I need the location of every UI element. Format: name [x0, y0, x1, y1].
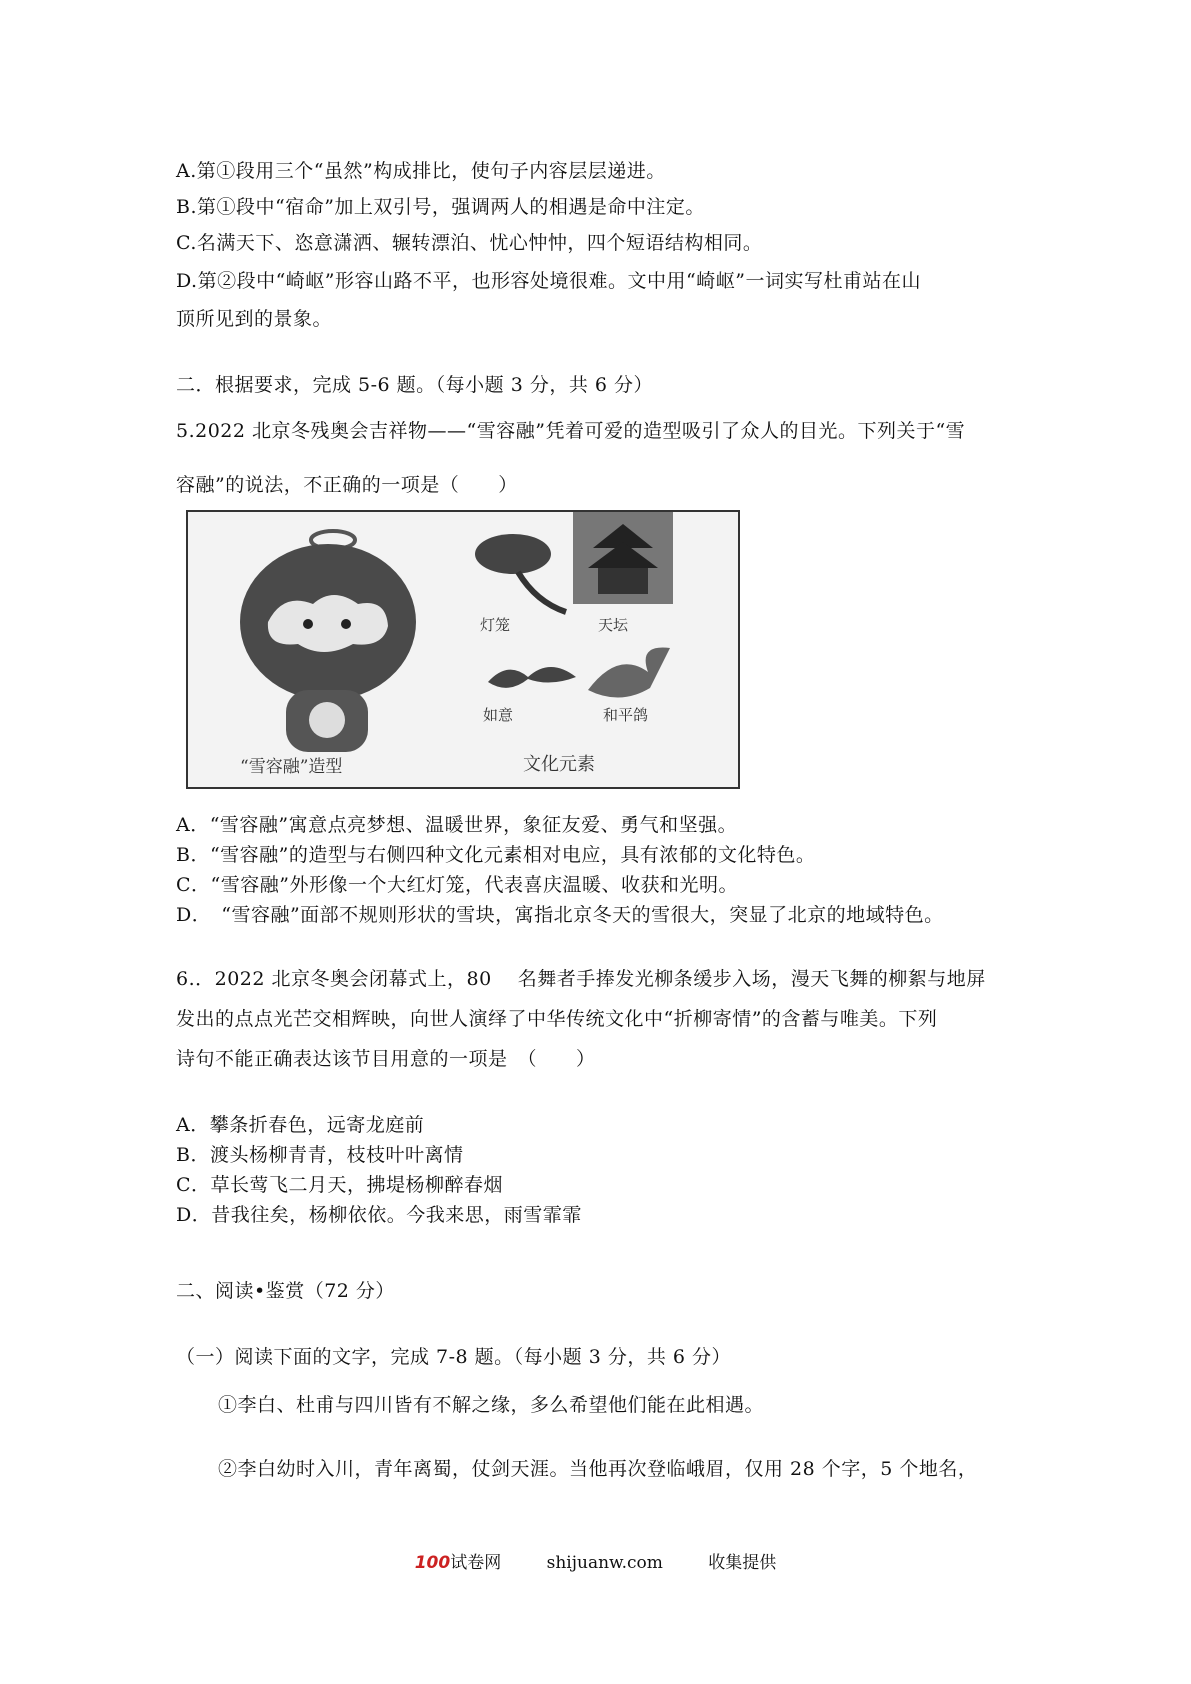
mascot-figure	[186, 510, 740, 789]
paragraph-2: ②李白幼时入川，青年离蜀，仗剑天涯。当他再次登临峨眉，仅用 28 个字，5 个地名，	[218, 1458, 978, 1480]
lantern-icon	[475, 534, 566, 612]
question-6-line3: 诗句不能正确表达该节目用意的一项是 （ ）	[176, 1048, 596, 1070]
q5-option-c: C．“雪容融”外形像一个大红灯笼，代表喜庆温暖、收获和光明。	[176, 874, 738, 896]
subsection-one-heading: （一）阅读下面的文字，完成 7-8 题。（每小题 3 分，共 6 分）	[176, 1346, 732, 1368]
question-6-line1: 6.．2022 北京冬奥会闭幕式上，80 名舞者手捧发光柳条缓步入场，漫天飞舞的柳絮与地屏	[176, 968, 986, 990]
section-two-heading: 二．根据要求，完成 5-6 题。（每小题 3 分，共 6 分）	[176, 374, 654, 396]
footer-note: 收集提供	[708, 1553, 777, 1573]
temple-label: 天坛	[598, 616, 629, 634]
lantern-mascot-icon	[240, 531, 416, 752]
peace-dove-icon	[588, 648, 670, 698]
paragraph-1: ①李白、杜甫与四川皆有不解之缘，多么希望他们能在此相遇。	[218, 1394, 765, 1416]
site-logo: 100	[414, 1553, 451, 1573]
reading-section-heading: 二、阅读•鉴赏（72 分）	[176, 1280, 395, 1302]
ruyi-icon	[488, 667, 576, 688]
option-c: C.名满天下、恣意潇洒、辗转漂泊、忧心忡忡，四个短语结构相同。	[176, 232, 763, 254]
option-b: B.第①段中“宿命”加上双引号，强调两人的相遇是命中注定。	[176, 196, 705, 218]
temple-of-heaven-icon	[573, 512, 673, 604]
q5-option-a: A．“雪容融”寓意点亮梦想、温暖世界，象征友爱、勇气和坚强。	[176, 814, 738, 836]
ruyi-label: 如意	[483, 706, 514, 724]
q5-option-d: D． “雪容融”面部不规则形状的雪块，寓指北京冬天的雪很大，突显了北京的地域特色。	[176, 904, 944, 926]
question-5-line1: 5.2022 北京冬残奥会吉祥物——“雪容融”凭着可爱的造型吸引了众人的目光。下列关于“雪	[176, 420, 966, 442]
option-d-line1: D.第②段中“崎岖”形容山路不平，也形容处境很难。文中用“崎岖”一词实写杜甫站在山	[176, 270, 921, 292]
question-5-line2: 容融”的说法，不正确的一项是（ ）	[176, 474, 518, 496]
option-a: A.第①段用三个“虽然”构成排比，使句子内容层层递进。	[176, 160, 666, 182]
page-footer	[0, 1548, 1191, 1573]
q6-option-c: C．草长莺飞二月天，拂堤杨柳醉春烟	[176, 1174, 504, 1196]
q6-option-b: B．渡头杨柳青青，枝枝叶叶离情	[176, 1144, 464, 1166]
site-name: 试卷网	[450, 1553, 502, 1573]
footer-domain: shijuanw.com	[546, 1553, 663, 1573]
mascot-label: “雪容融”造型	[240, 757, 343, 777]
mascot-illustration	[188, 512, 738, 787]
question-6-line2: 发出的点点光芒交相辉映，向世人演绎了中华传统文化中“折柳寄情”的含蓄与唯美。下列	[176, 1008, 938, 1030]
q6-option-d: D．昔我往矣，杨柳依依。今我来思，雨雪霏霏	[176, 1204, 582, 1226]
option-d-line2: 顶所见到的景象。	[176, 308, 333, 330]
peace-dove-label: 和平鸽	[603, 706, 649, 724]
culture-elements-label: 文化元素	[523, 754, 595, 775]
lantern-label: 灯笼	[480, 616, 511, 634]
footer-brand	[415, 1548, 502, 1573]
q5-option-b: B．“雪容融”的造型与右侧四种文化元素相对电应，具有浓郁的文化特色。	[176, 844, 816, 866]
q6-option-a: A．攀条折春色，远寄龙庭前	[176, 1114, 425, 1136]
